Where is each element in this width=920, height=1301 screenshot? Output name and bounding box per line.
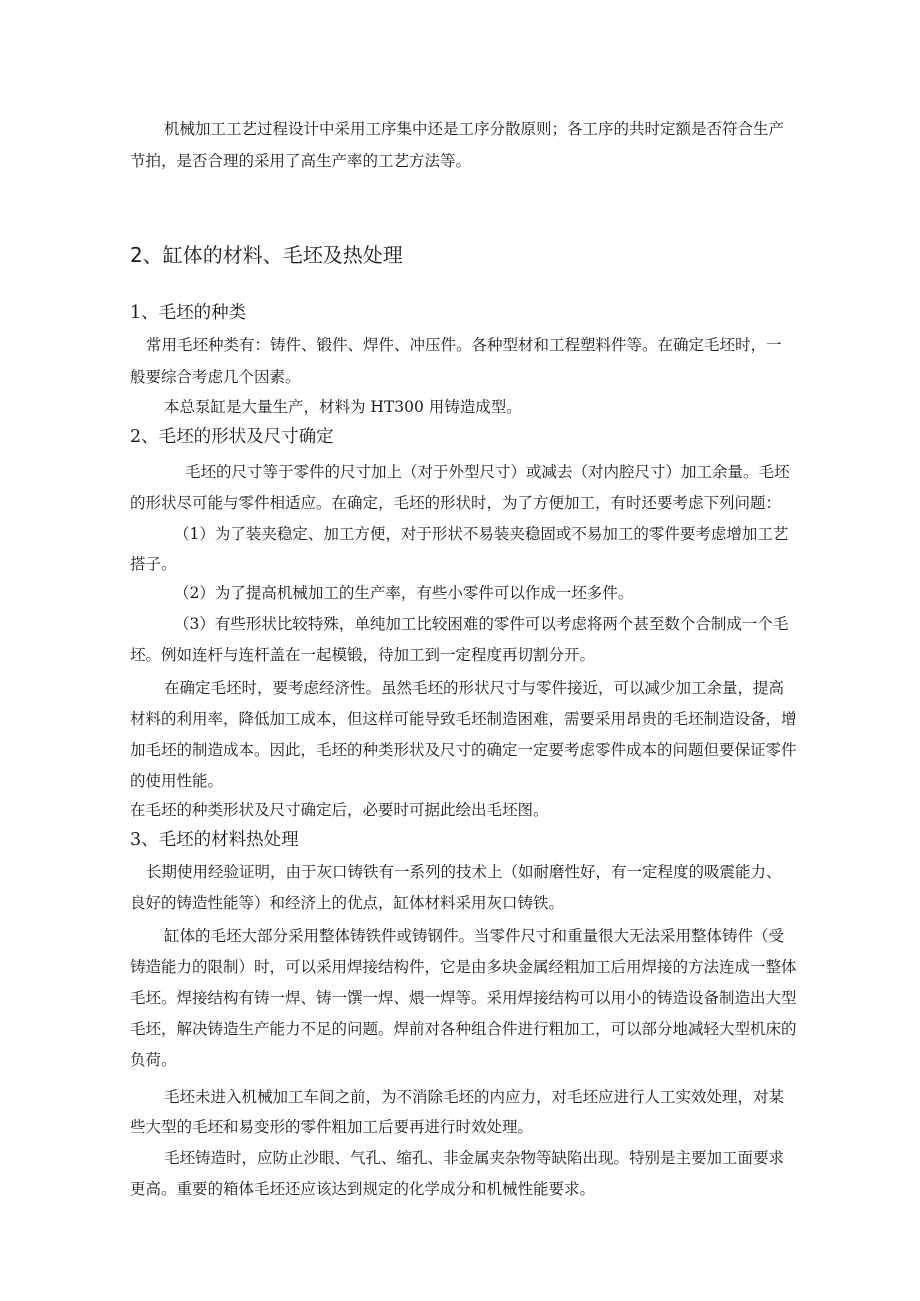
paragraph-line: 缸体的毛坯大部分采用整体铸铁件或铸钢件。当零件尺寸和重量很大无法采用整体铸件（受 bbox=[164, 927, 785, 945]
paragraph-line: 常用毛坯种类有：铸件、锻件、焊件、冲压件。各种型材和工程塑料件等。在确定毛坯时，一 bbox=[146, 336, 782, 354]
paragraph-line: 加毛坯的制造成本。因此，毛坯的种类形状及尺寸的确定一定要考虑零件成本的问题但要保证零件 bbox=[130, 741, 797, 759]
list-item-3-cont: 坯。例如连杆与连杆盖在一起模锻，待加工到一定程度再切割分开。 bbox=[130, 646, 596, 664]
paragraph-line: 毛坯铸造时，应防止沙眼、气孔、缩孔、非金属夹杂物等缺陷出现。特别是主要加工面要求 bbox=[164, 1149, 785, 1167]
list-item-1-cont: 搭子。 bbox=[130, 555, 177, 573]
paragraph-line: 般要综合考虑几个因素。 bbox=[130, 368, 301, 386]
paragraph-line: 在确定毛坯时，要考虑经济性。虽然毛坯的形状尺寸与零件接近，可以减少加工余量，提高 bbox=[164, 679, 785, 697]
paragraph-line: 长期使用经验证明，由于灰口铸铁有一系列的技术上（如耐磨性好，有一定程度的吸震能力、 bbox=[146, 863, 782, 881]
paragraph-line: 良好的铸造性能等）和经济上的优点，缸体材料采用灰口铸铁。 bbox=[130, 894, 565, 912]
section-heading: 2、缸体的材料、毛坯及热处理 bbox=[130, 243, 403, 267]
paragraph-line: 材料的利用率，降低加工成本，但这样可能导致毛坯制造困难，需要采用昂贵的毛坯制造设备，增 bbox=[130, 710, 797, 728]
paragraph-line: 在毛坯的种类形状及尺寸确定后，必要时可据此绘出毛坯图。 bbox=[130, 801, 549, 819]
paragraph-line: 毛坯。焊接结构有铸一焊、铸一馔一焊、煨一焊等。采用焊接结构可以用小的铸造设备制造出大型 bbox=[130, 989, 797, 1007]
paragraph-line: 负荷。 bbox=[130, 1051, 177, 1069]
intro-line-2: 节拍，是否合理的采用了高生产率的工艺方法等。 bbox=[130, 152, 472, 170]
subsection-heading-3: 3、毛坯的材料热处理 bbox=[130, 830, 299, 850]
subsection-heading-1: 1、毛坯的种类 bbox=[130, 303, 247, 323]
paragraph-line: 的使用性能。 bbox=[130, 772, 224, 790]
paragraph-line: 毛坯，解决铸造生产能力不足的问题。焊前对各种组合件进行粗加工，可以部分地减轻大型机床的 bbox=[130, 1020, 797, 1038]
subsection-heading-2: 2、毛坯的形状及尺寸确定 bbox=[130, 427, 334, 447]
paragraph-line: 的形状尽可能与零件相适应。在确定，毛坯的形状时，为了方便加工，有时还要考虑下列问题： bbox=[130, 494, 782, 512]
paragraph-line: 些大型的毛坯和易变形的零件粗加工后要再进行时效处理。 bbox=[130, 1118, 534, 1136]
paragraph-line: 毛坯的尺寸等于零件的尺寸加上（对于外型尺寸）或减去（对内腔尺寸）加工余量。毛坯 bbox=[185, 463, 790, 481]
paragraph-line: 铸造能力的限制）时，可以采用焊接结构件，它是由多块金属经粗加工后用焊接的方法连成一整体 bbox=[130, 958, 797, 976]
list-item-2: （2）为了提高机械加工的生产率，有些小零件可以作成一坯多件。 bbox=[174, 584, 634, 602]
list-item-3: （3）有些形状比较特殊，单纯加工比较困难的零件可以考虑将两个甚至数个合制成一个毛 bbox=[174, 615, 789, 633]
intro-line-1: 机械加工工艺过程设计中采用工序集中还是工序分散原则；各工序的共时定额是否符合生产 bbox=[164, 120, 785, 138]
paragraph-line: 毛坯未进入机械加工车间之前，为不消除毛坯的内应力，对毛坯应进行人工实效处理，对某 bbox=[164, 1088, 785, 1106]
list-item-1: （1）为了装夹稳定、加工方便，对于形状不易装夹稳固或不易加工的零件要考虑增加工艺 bbox=[174, 525, 789, 543]
paragraph-line: 本总泵缸是大量生产，材料为 HT300 用铸造成型。 bbox=[164, 398, 522, 416]
paragraph-line: 更高。重要的箱体毛坯还应该达到规定的化学成分和机械性能要求。 bbox=[130, 1180, 596, 1198]
